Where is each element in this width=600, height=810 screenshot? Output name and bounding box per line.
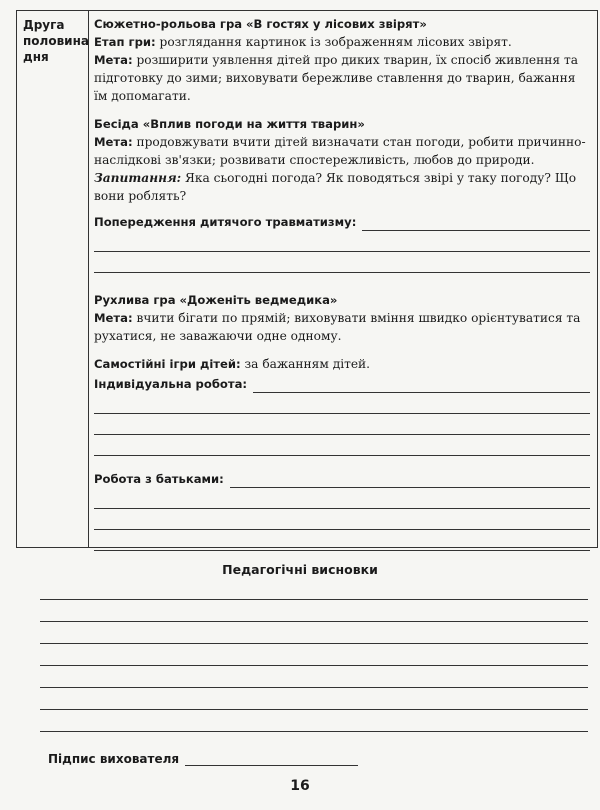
time-label: Друга половина дня: [23, 18, 89, 64]
signature-line[interactable]: [185, 753, 358, 766]
individual-work-field: [94, 373, 590, 393]
role-game-stage-text: розглядання картинок із зображенням лісових звірят.: [159, 35, 512, 49]
page-number: 16: [290, 778, 310, 794]
write-line[interactable]: [40, 666, 588, 688]
write-line[interactable]: [94, 231, 590, 252]
role-game-goal-text: розширити уявлення дітей про диких тварин, їх спосіб живлення та підготовку до зими; виховувати бережливе ставлення до тварин, бажання їм допомагати.: [94, 53, 578, 103]
injury-prevention-line[interactable]: [362, 216, 590, 231]
role-game-goal: [94, 51, 590, 105]
mobile-game-title: Рухлива гра «Доженіть ведмедика»: [94, 293, 338, 307]
mobile-game-goal: [94, 309, 590, 345]
write-line[interactable]: [94, 414, 590, 435]
independent-games-label: Самостійні ігри дітей:: [94, 357, 241, 371]
parents-work-label: Робота з батьками:: [94, 472, 224, 486]
talk-question-text: Яка сьогодні погода? Як поводяться звірі у таку погоду? Що вони роблять?: [94, 171, 577, 203]
talk-goal-text: продовжувати вчити дітей визначати стан погоди, робити причинно-наслідкові зв'язки; розвивати спостережливість, любов до природи.: [94, 135, 586, 167]
role-game-title-prefix: Сюжетно-рольова гра: [94, 17, 243, 31]
talk-question-label: Запитання:: [94, 171, 182, 185]
mobile-game-goal-text: вчити бігати по прямій; виховувати вміння швидко орієнтуватися та рухатися, не заважаючи одне одному.: [94, 311, 581, 343]
write-line[interactable]: [40, 622, 588, 644]
role-game-title-name: «В гостях у лісових звірят»: [246, 17, 427, 31]
talk-title: Бесіда «Вплив погоди на життя тварин»: [94, 117, 365, 131]
write-line[interactable]: [94, 509, 590, 530]
write-line[interactable]: [94, 393, 590, 414]
independent-games-text: за бажанням дітей.: [244, 357, 371, 371]
write-line[interactable]: [94, 530, 590, 551]
write-line[interactable]: [40, 600, 588, 622]
talk-goal: [94, 133, 590, 169]
activities-column: [94, 15, 590, 551]
independent-games: [94, 355, 590, 373]
write-line[interactable]: [40, 644, 588, 666]
talk-questions: [94, 169, 590, 205]
individual-work-line[interactable]: [253, 378, 590, 393]
conclusions-title: Педагогічні висновки: [222, 562, 378, 577]
individual-work-label: Індивідуальна робота:: [94, 377, 248, 391]
write-line[interactable]: [40, 578, 588, 600]
plan-table: [16, 10, 598, 548]
mobile-game-goal-label: Мета:: [94, 311, 133, 325]
conclusions-lines: [40, 578, 588, 732]
write-line[interactable]: [40, 688, 588, 710]
injury-prevention-field: [94, 211, 590, 231]
signature-field: [48, 752, 358, 766]
role-game-goal-label: Мета:: [94, 53, 133, 67]
signature-label: Підпис вихователя: [48, 752, 180, 766]
role-game-stage-label: Етап гри:: [94, 35, 156, 49]
parents-work-field: [94, 468, 590, 488]
time-column: [17, 11, 89, 547]
write-line[interactable]: [94, 252, 590, 273]
role-game-title: [94, 15, 590, 33]
injury-prevention-label: Попередження дитячого травматизму:: [94, 215, 357, 229]
write-line[interactable]: [94, 488, 590, 509]
write-line[interactable]: [94, 435, 590, 456]
talk-goal-label: Мета:: [94, 135, 133, 149]
parents-work-line[interactable]: [230, 473, 590, 488]
write-line[interactable]: [40, 710, 588, 732]
role-game-stage: [94, 33, 590, 51]
